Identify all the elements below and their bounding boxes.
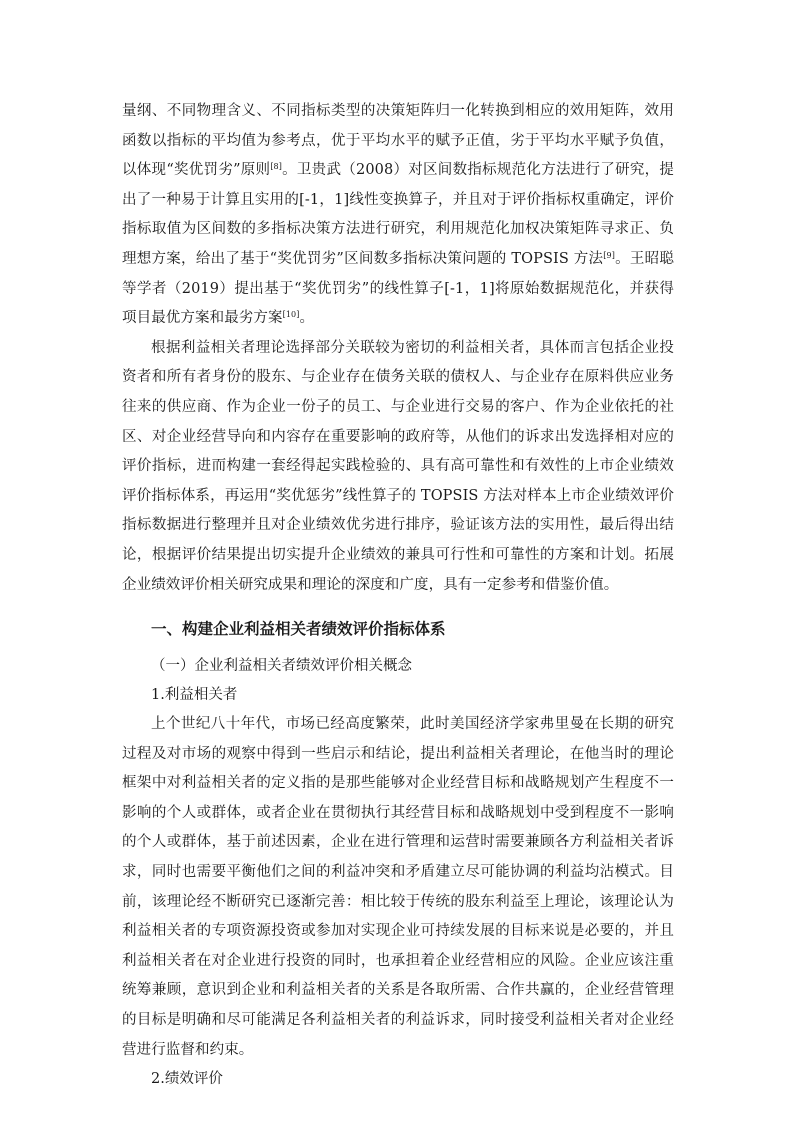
item-heading-stakeholders: 1.利益相关者: [151, 687, 238, 704]
item-heading-performance-evaluation: 2.绩效评价: [151, 1071, 223, 1088]
citation-10: [10]: [282, 310, 300, 320]
body-paragraph-3: 上个世纪八十年代，市场已经高度繁荣，此时美国经济学家弗里曼在长期的研究过程及对市场的观察中得到一些启示和结论，提出利益相关者理论，在他当时的理论框架中对利益相关者的定义指的是那些能够对企业经营目标和战略规划产生程度不一影响的个人或群体，或者企业在贯彻执行其经营目标和战略规划中受到程度不一影响的个人或群体，基于前述因素，企业在进行管理和运营时需要兼顾各方利益相关者诉求，同时也需要平衡他们之间的利益冲突和矛盾建立尽可能协调的利益均沾模式。目前，该理论经不断研究已逐渐完善：相比较于传统的股东利益至上理论，该理论认为利益相关者的专项资源投资或参加对实现企业可持续发展的目标来说是必要的，并且利益相关者在对企业进行投资的同时，也承担着企业经营相应的风险。企业应该注重统筹兼顾，意识到企业和利益相关者的关系是各取所需、合作共赢的，企业经营管理的目标是明确和尽可能满足各利益相关者的利益诉求，同时接受利益相关者对企业经营进行监督和约束。: [122, 716, 674, 1058]
body-paragraph-1: [122, 97, 674, 334]
citation-9: [9]: [603, 250, 615, 260]
document-page: [122, 97, 674, 1094]
paragraph-1-text-b: 。卫贵武（2008）对区间数指标规范化方法进行了研究，提出了一种易于计算且实用的[-1，1]线性变换算子，并且对于评价指标权重确定，评价指标取值为区间数的多指标决策方法进行研究，利用规范化加权决策矩阵寻求正、负理想方案，给出了基于“奖优罚劣”区间数多指标决策问题的 TOPSIS 方法: [122, 162, 674, 267]
paragraph-1-text-d: 。: [299, 310, 315, 327]
section-heading: 一、构建企业利益相关者绩效评价指标体系: [151, 620, 446, 639]
subsection-heading: （一）企业利益相关者绩效评价相关概念: [151, 658, 412, 675]
citation-8: [8]: [270, 162, 282, 172]
body-paragraph-2: 根据利益相关者理论选择部分关联较为密切的利益相关者，具体而言包括企业投资者和所有者身份的股东、与企业存在债务关联的债权人、与企业存在原料供应业务往来的供应商、作为企业一份子的员工、与企业进行交易的客户、作为企业依托的社区、对企业经营导向和内容存在重要影响的政府等，从他们的诉求出发选择相对应的评价指标，进而构建一套经得起实践检验的、具有高可靠性和有效性的上市企业绩效评价指标体系，再运用“奖优惩劣”线性算子的 TOPSIS 方法对样本上市企业绩效评价指标数据进行整理并且对企业绩效优劣进行排序，验证该方法的实用性，最后得出结论，根据评价结果提出切实提升企业绩效的兼具可行性和可靠性的方案和计划。拓展企业绩效评价相关研究成果和理论的深度和广度，具有一定参考和借鉴价值。: [122, 339, 674, 593]
paragraph-1-text-a: 量纲、不同物理含义、不同指标类型的决策矩阵归一化转换到相应的效用矩阵，效用函数以指标的平均值为参考点，优于平均水平的赋予正值，劣于平均水平赋予负值，以体现“奖优罚劣”原则: [122, 103, 674, 179]
paragraph-1-text-c: 。王昭聪等学者（2019）提出基于“奖优罚劣”的线性算子[-1，1]将原始数据规范化，并获得项目最优方案和最劣方案: [122, 250, 674, 327]
